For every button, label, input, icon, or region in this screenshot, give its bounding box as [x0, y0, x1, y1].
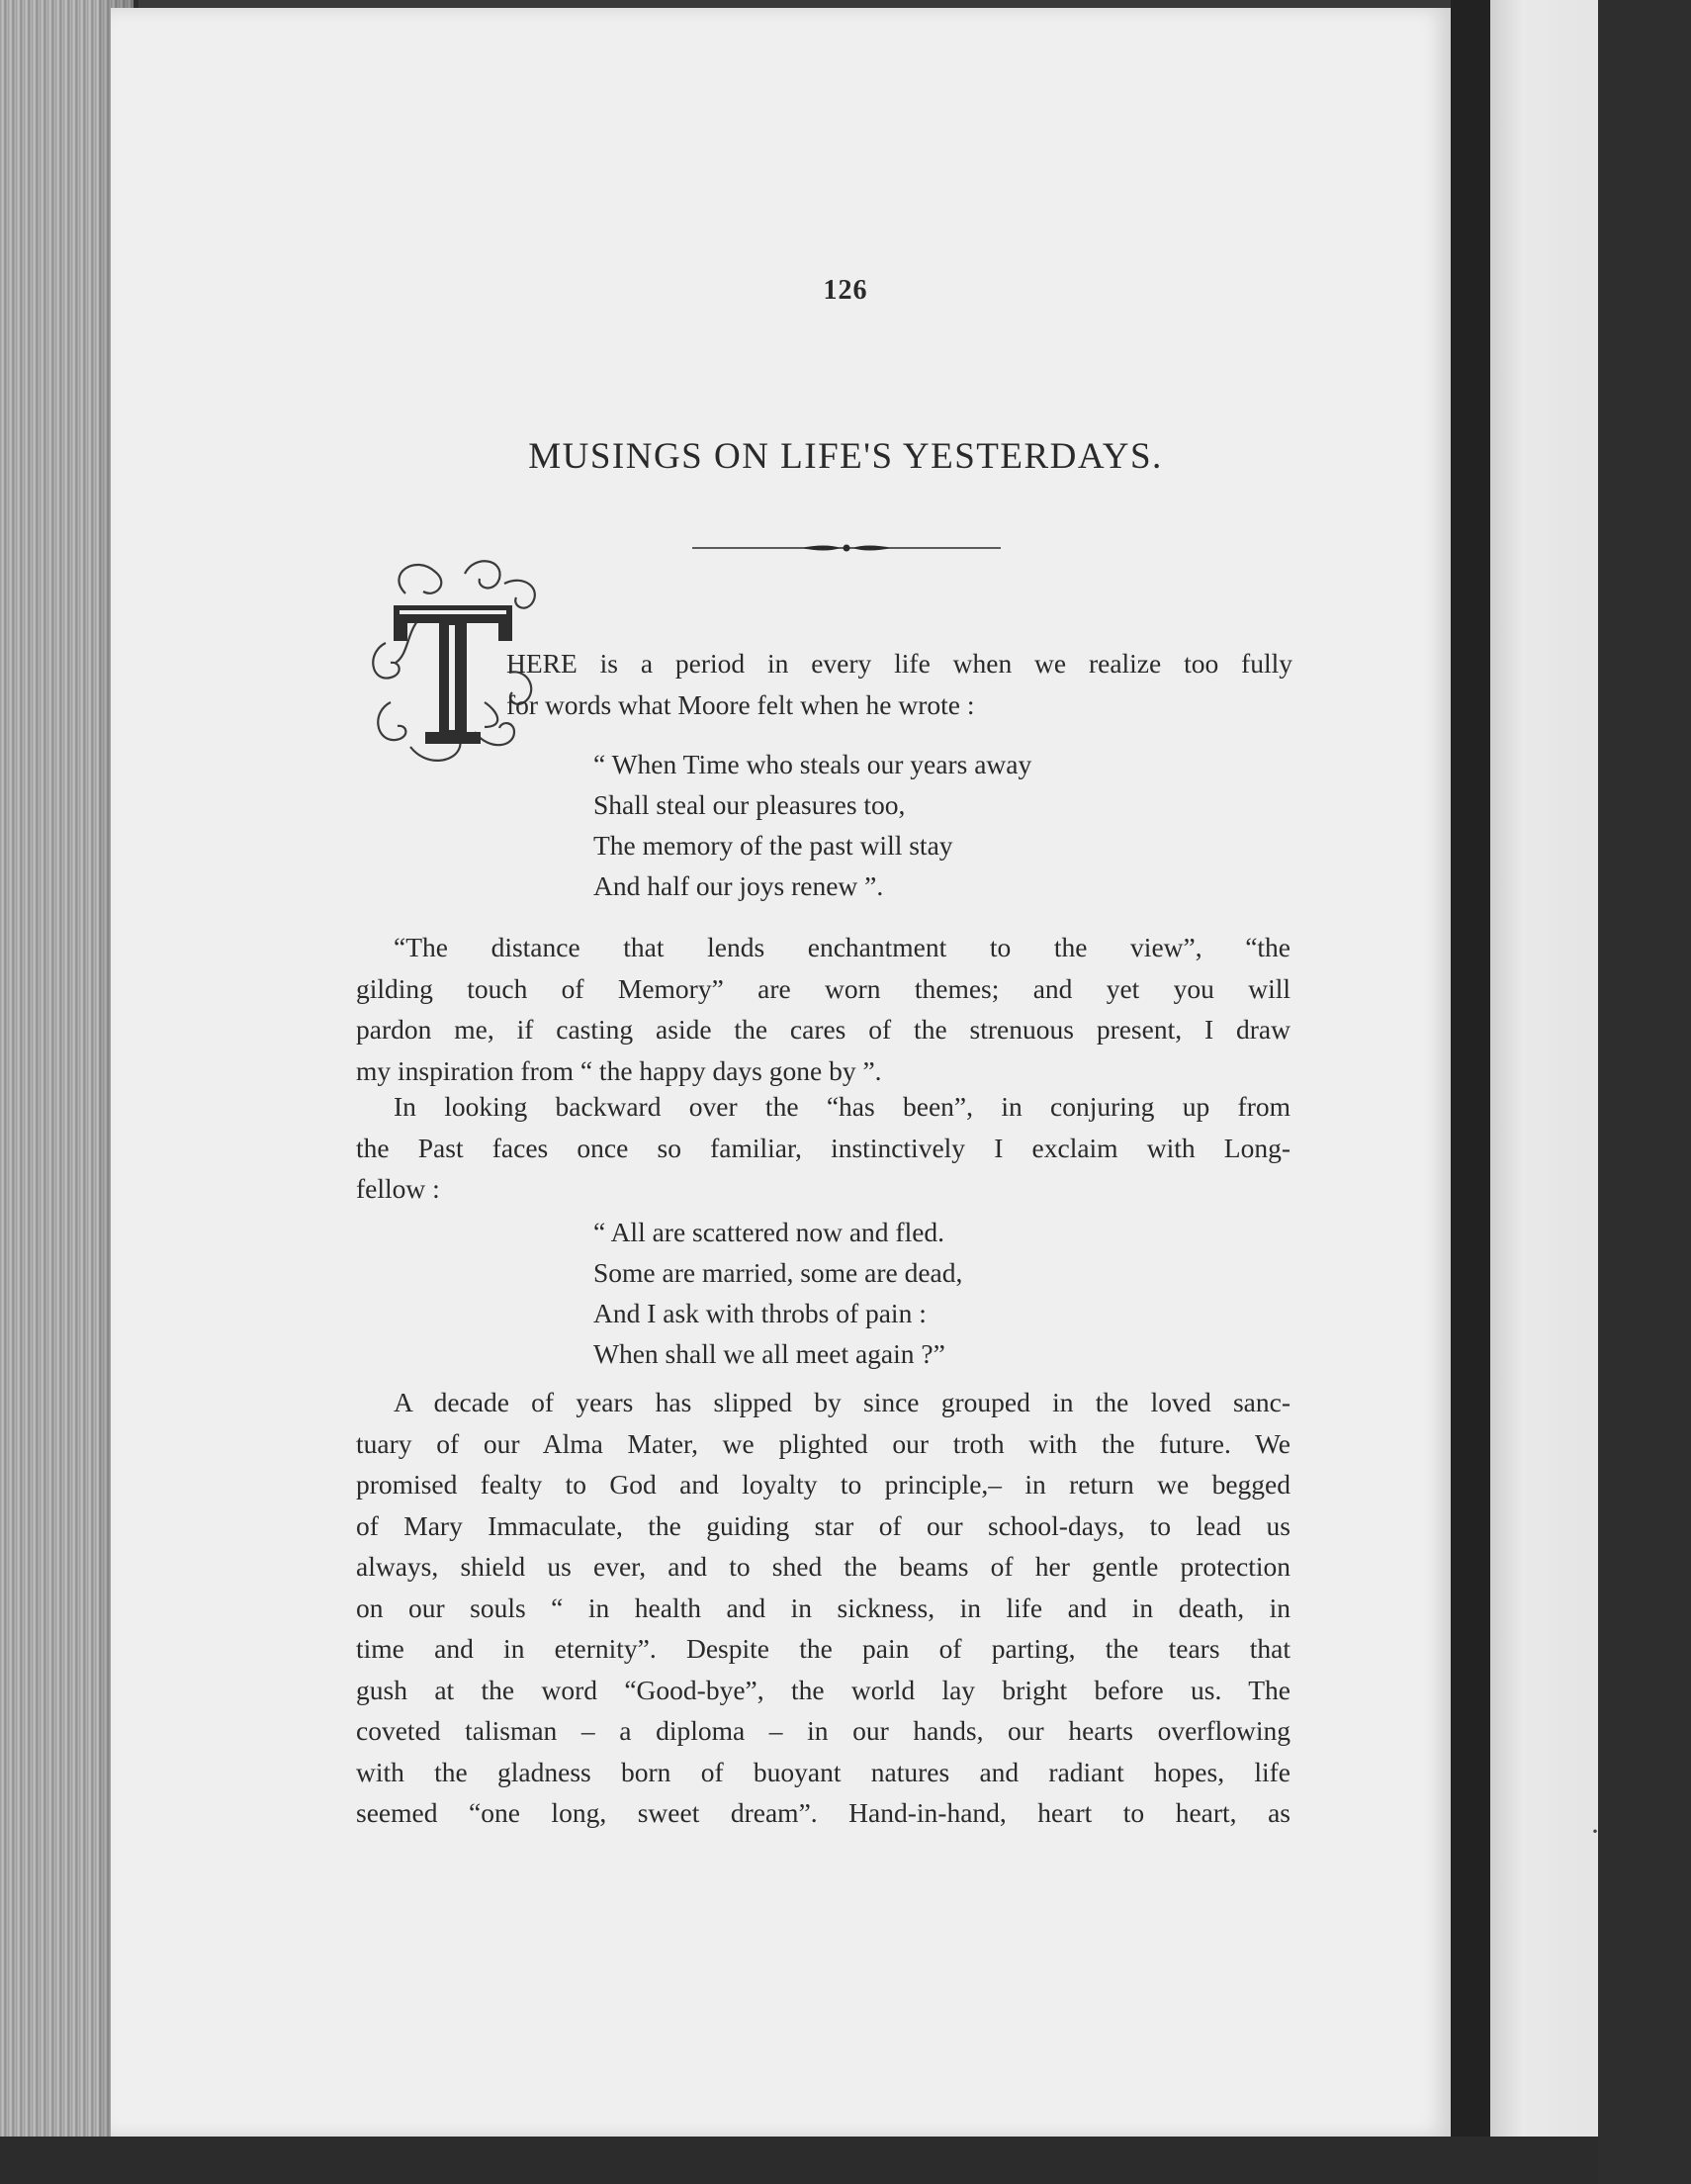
facing-page-edge: [1490, 0, 1598, 2184]
paragraph-decade: [356, 1382, 1290, 1834]
opening-line-1-text: HERE is a period in every life when we realize too fully: [506, 648, 1292, 679]
paragraph-line: In looking backward over the “has been”, in conjuring up from: [394, 1091, 1290, 1122]
paragraph-line: coveted talisman – a diploma – in our hands, our hearts overflowing: [356, 1715, 1290, 1746]
paragraph-line: my inspiration from “ the happy days gone by ”.: [356, 1054, 882, 1086]
paragraph-line: seemed “one long, sweet dream”. Hand-in-hand, heart to heart, as: [356, 1797, 1290, 1828]
paragraph-line: promised fealty to God and loyalty to principle,– in return we begged: [356, 1469, 1290, 1500]
verse-line: When shall we all meet again ?”: [593, 1338, 945, 1369]
verse-line: And I ask with throbs of pain :: [593, 1298, 927, 1328]
paragraph-distance: [356, 927, 1290, 1091]
opening-line-1: [506, 643, 1292, 684]
paragraph-line: tuary of our Alma Mater, we plighted our troth with the future. We: [356, 1427, 1290, 1459]
page-number: 126: [823, 275, 868, 306]
verse-line: Some are married, some are dead,: [593, 1257, 963, 1288]
verse-moore: [593, 744, 1286, 906]
paragraph-line: of Mary Immaculate, the guiding star of our school-days, to lead us: [356, 1509, 1290, 1541]
paragraph-line: gilding touch of Memory” are worn themes; and yet you will: [356, 972, 1290, 1004]
paragraph-line: gush at the word “Good-bye”, the world lay bright before us. The: [356, 1674, 1290, 1705]
verse-line: The memory of the past will stay: [593, 830, 953, 861]
opening-line-2: for words what Moore felt when he wrote :: [506, 689, 975, 720]
title-divider-ornament-icon: [692, 537, 1001, 559]
verse-line: “ When Time who steals our years away: [593, 749, 1032, 779]
verse-line: And half our joys renew ”.: [593, 870, 884, 901]
facing-page-glyph: ·: [1590, 1815, 1600, 1848]
paragraph-line: on our souls “ in health and in sickness, in life and in death, in: [356, 1592, 1290, 1623]
book-gutter: [1451, 0, 1490, 2184]
paragraph-line: the Past faces once so familiar, instinctively I exclaim with Long-: [356, 1132, 1290, 1163]
paragraph-line: A decade of years has slipped by since grouped in the loved sanc-: [394, 1387, 1290, 1417]
paragraph-line: fellow :: [356, 1173, 440, 1204]
verse-line: Shall steal our pleasures too,: [593, 789, 906, 820]
paragraph-line: “The distance that lends enchantment to the view”, “the: [394, 932, 1290, 962]
paragraph-line: time and in eternity”. Despite the pain of parting, the tears that: [356, 1633, 1290, 1664]
verse-longfellow: [593, 1212, 1286, 1374]
scan-bottom-edge: [0, 2137, 1598, 2184]
paragraph-looking-backward: [356, 1086, 1290, 1210]
paragraph-line: pardon me, if casting aside the cares of the strenuous present, I draw: [356, 1014, 1290, 1045]
page-title: MUSINGS ON LIFE'S YESTERDAYS.: [528, 436, 1163, 477]
paragraph-line: with the gladness born of buoyant natures and radiant hopes, life: [356, 1756, 1290, 1787]
paragraph-line: always, shield us ever, and to shed the beams of her gentle protection: [356, 1551, 1290, 1582]
verse-line: “ All are scattered now and fled.: [593, 1217, 945, 1247]
